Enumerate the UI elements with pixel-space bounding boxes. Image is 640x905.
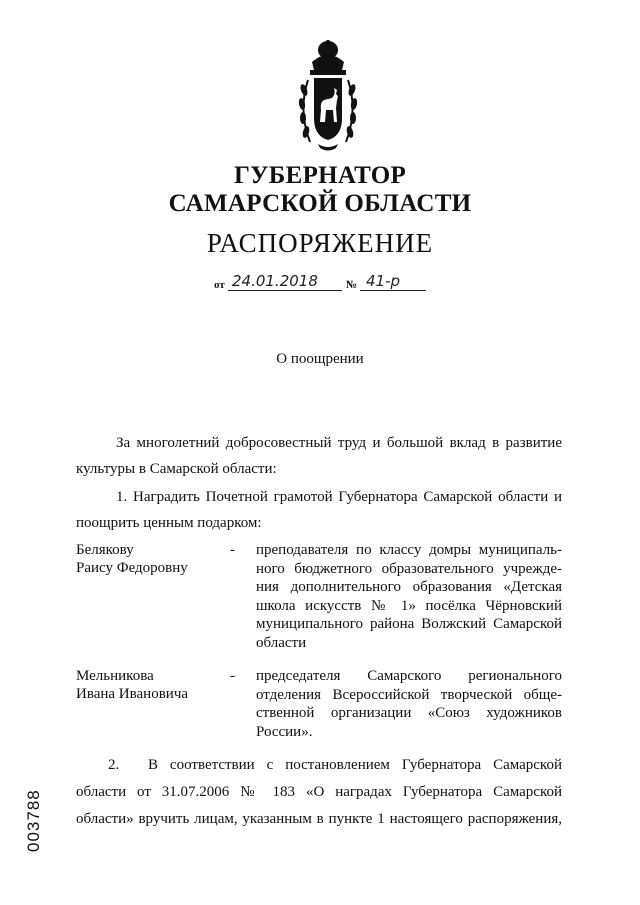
item2-number: 2.	[108, 757, 120, 773]
document-number: 41-р	[366, 272, 401, 290]
org-title-line1: ГУБЕРНАТОР	[233, 162, 407, 189]
awardee-desc-line: председателя Самарского регионального	[256, 668, 562, 684]
awardee-dash: -	[230, 542, 235, 558]
awardee-desc-line: ния дополнительного образования «Детская	[256, 579, 562, 596]
awardee-name-line1: Мельникова	[76, 668, 154, 684]
awardee-desc-line: России».	[256, 723, 313, 740]
awardee-desc-line: муниципального района Волжский Самарской	[256, 616, 562, 633]
item2-line1: В соответствии с постановлением Губернатора Самарской	[148, 757, 562, 773]
item1-line1: 1. Наградить Почетной грамотой Губернатора Самарской области и	[116, 489, 562, 505]
document-subject: О поощрении	[276, 351, 364, 367]
org-title-line2: САМАРСКОЙ ОБЛАСТИ	[168, 190, 472, 217]
awardee-name-line1: Белякову	[76, 542, 134, 558]
intro-line2: культуры в Самарской области:	[76, 461, 277, 477]
awardee-dash: -	[230, 668, 235, 684]
awardee-desc-line: отделения Всероссийской творческой обще-	[256, 686, 562, 703]
awardee-name-line2: Раису Федоровну	[76, 560, 188, 576]
awardee-desc-line: школа искусств № 1» посёлка Чёрновский	[256, 597, 562, 614]
item1-line2: поощрить ценным подарком:	[76, 515, 262, 531]
awardee-desc-line: ного бюджетного образовательного учрежде-	[256, 560, 562, 577]
awardee-name-line2: Ивана Ивановича	[76, 686, 189, 702]
awardee-desc-line: преподавателя по классу домры муниципаль-	[256, 542, 562, 558]
samara-coat-of-arms-icon	[296, 40, 360, 156]
item2-line3: области» вручить лицам, указанным в пункте 1 настоящего распоряжения,	[76, 811, 562, 827]
date-from-label: от	[214, 279, 225, 291]
awardee-description	[256, 541, 562, 653]
date-underline	[228, 290, 342, 291]
date-number-line	[214, 271, 434, 295]
number-label: №	[346, 279, 358, 291]
intro-line1: За многолетний добросовестный труд и большой вклад в развитие	[116, 435, 562, 451]
item2-line2: области от 31.07.2006 № 183 «О наградах Губернатора Самарской	[76, 784, 562, 800]
document-type: РАСПОРЯЖЕНИЕ	[206, 228, 434, 258]
awardee-desc-line: области	[256, 634, 307, 651]
awardee-desc-line: ственной организации «Союз художников	[256, 705, 562, 722]
awardee-description	[256, 667, 562, 741]
number-underline	[360, 290, 426, 291]
document-date: 24.01.2018	[232, 272, 318, 290]
side-registration-stamp: 003788	[24, 789, 43, 852]
